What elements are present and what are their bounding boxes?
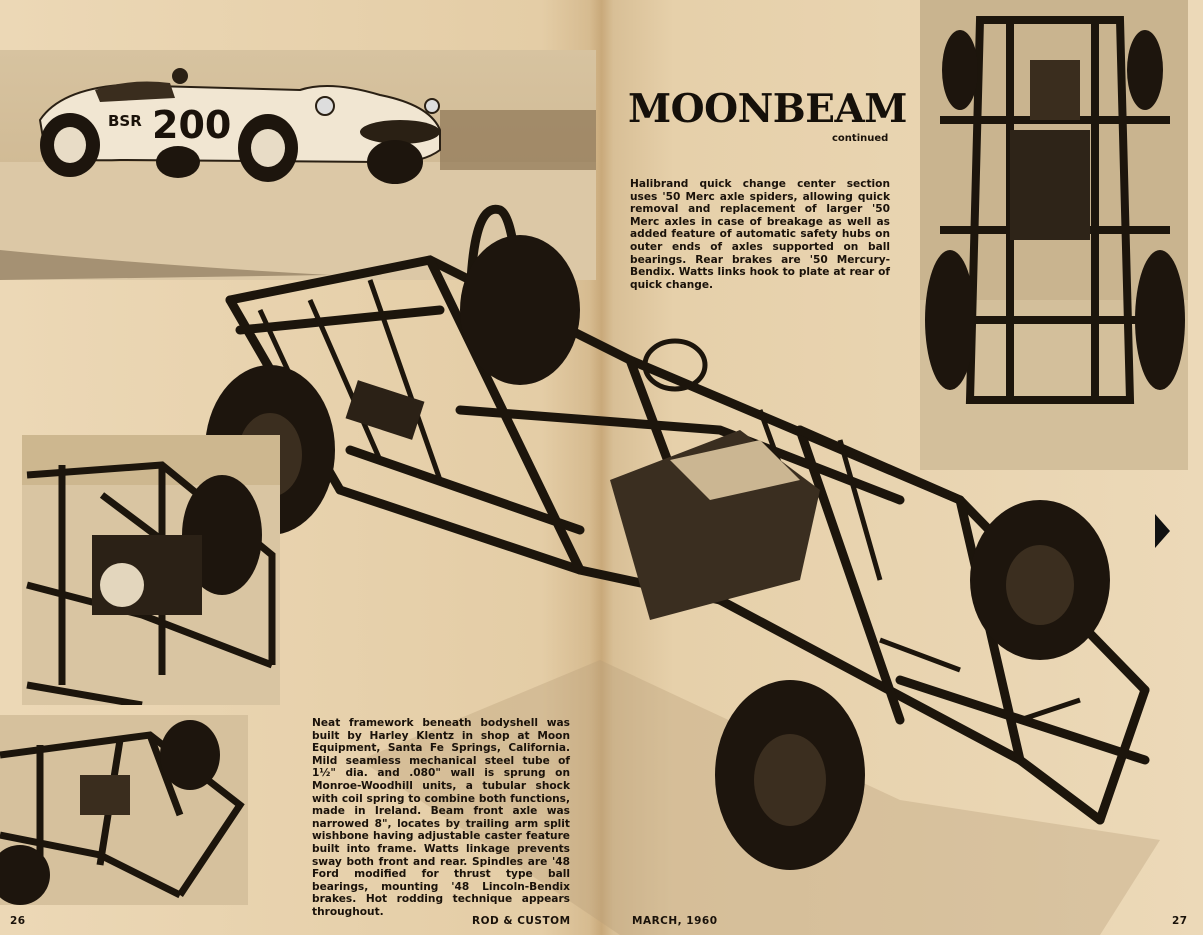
race-car-number: 200: [152, 103, 232, 147]
magazine-name: ROD & CUSTOM: [472, 915, 571, 927]
article-title: MOONBEAM: [628, 86, 907, 132]
caption-rear-axle: Halibrand quick change center section uses '50 Merc axle spiders, allowing quick removal and replacement of larger '50 Merc axles in case of breakage as well as added feature of automatic safety hubs on outer ends of axles supported on ball bearings. Rear brakes are '50 Mercury-Bendix. Watts links hook to plate at rear of quick change.: [630, 178, 890, 291]
page-number-left: 26: [10, 915, 26, 927]
race-car-letters: BSR: [108, 112, 142, 130]
continue-arrow-icon: [1155, 514, 1170, 548]
issue-date: MARCH, 1960: [632, 915, 718, 927]
caption-framework: Neat framework beneath bodyshell was built by Harley Klentz in shop at Moon Equipment, Santa Fe Springs, California. Mild seamless mechanical steel tube of 1½" dia. and .080" wall is sprung on Monroe-Woodhill units, a tubular shock with coil spring to combine both functions, made in Ireland. Beam front axle was narrowed 8", locates by trailing arm split wishbone having adjustable caster feature built into frame. Watts linkage prevents sway both front and rear. Spindles are '48 Ford modified for thrust type ball bearings, mounting '48 Lincoln-Bendix brakes. Hot rodding technique appears throughout.: [312, 717, 570, 918]
page-number-right: 27: [1172, 915, 1188, 927]
rear-suspension-photo: [22, 435, 280, 705]
article-subtitle: continued: [832, 133, 889, 144]
rear-axle-photo: [920, 0, 1188, 470]
front-suspension-photo: [0, 715, 248, 905]
